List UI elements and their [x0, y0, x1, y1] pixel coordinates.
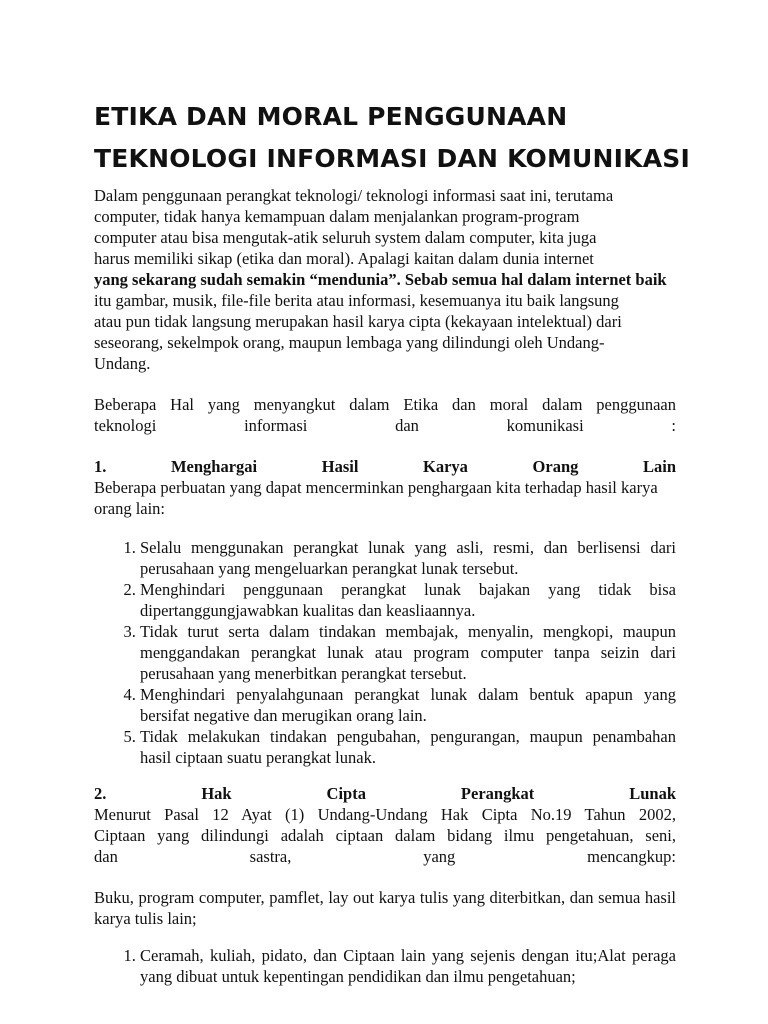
intro-line: Dalam penggunaan perangkat teknologi/ teknologi informasi saat ini, terutama — [94, 186, 614, 205]
list-item: 2. Menghindari penggunaan perangkat lunak bajakan yang tidak bisa dipertanggungjawabkan kualitas dan keasliaannya. — [140, 579, 676, 621]
intro-line: seseorang, sekelmpok orang, maupun lembaga yang dilindungi oleh Undang- — [94, 333, 605, 352]
beberapa-paragraph — [94, 394, 676, 436]
beberapa-line-1: Beberapa Hal yang menyangkut dalam Etika dan moral dalam penggunaan — [94, 395, 676, 414]
section-2-text-line: Ciptaan yang dilindungi adalah ciptaan dalam bidang ilmu pengetahuan, seni, — [94, 826, 676, 845]
section-2 — [94, 783, 676, 867]
section-2-text-line: dan sastra, yang mencangkup: — [94, 847, 676, 866]
list-item: 1. Ceramah, kuliah, pidato, dan Ciptaan lain yang sejenis dengan itu;Alat peraga yang dibuat untuk kepentingan pendidikan dan ilmu pengetahuan; — [140, 945, 676, 987]
intro-line: atau pun tidak langsung merupakan hasil karya cipta (kekayaan intelektual) dari — [94, 312, 622, 331]
title-line-2: TEKNOLOGI INFORMASI DAN KOMUNIKASI — [94, 144, 690, 173]
intro-line: harus memiliki sikap (etika dan moral). Apalagi kaitan dalam dunia internet — [94, 249, 594, 268]
section-2-paragraph-2: Buku, program computer, pamflet, lay out karya tulis yang diterbitkan, dan semua hasil karya tulis lain; — [94, 888, 676, 928]
section-1-heading: 1. Menghargai Hasil Karya Orang Lain — [94, 457, 676, 476]
intro-line: computer atau bisa mengutak-atik seluruh system dalam computer, kita juga — [94, 228, 597, 247]
title-line-1: ETIKA DAN MORAL PENGGUNAAN — [94, 102, 568, 131]
list-item: 1. Selalu menggunakan perangkat lunak yang asli, resmi, dan berlisensi dari perusahaan yang mengeluarkan perangkat lunak tersebut. — [140, 537, 676, 579]
beberapa-line-2: teknologi informasi dan komunikasi : — [94, 416, 676, 435]
section-1 — [94, 456, 676, 519]
page-title — [94, 96, 694, 180]
section-2-text-line: Menurut Pasal 12 Ayat (1) Undang-Undang Hak Cipta No.19 Tahun 2002, — [94, 805, 676, 824]
section-2-list — [94, 945, 676, 987]
list-item: 4. Menghindari penyalahgunaan perangkat lunak dalam bentuk apapun yang bersifat negative dan merugikan orang lain. — [140, 684, 676, 726]
list-item: 3. Tidak turut serta dalam tindakan membajak, menyalin, mengkopi, maupun menggandakan perangkat lunak atau program computer tanpa seizin dari perusahaan yang menerbitkan perangkat tersebut. — [140, 621, 676, 684]
section-2-heading: 2. Hak Cipta Perangkat Lunak — [94, 784, 676, 803]
intro-line: computer, tidak hanya kemampuan dalam menjalankan program-program — [94, 207, 580, 226]
intro-bold-line: yang sekarang sudah semakin “mendunia”. Sebab semua hal dalam internet baik — [94, 270, 667, 289]
intro-line: Undang. — [94, 354, 151, 373]
intro-line: itu gambar, musik, file-file berita atau informasi, kesemuanya itu baik langsung — [94, 291, 619, 310]
section-1-intro: Beberapa perbuatan yang dapat mencerminkan penghargaan kita terhadap hasil karya orang lain: — [94, 478, 658, 518]
intro-paragraph — [94, 185, 676, 374]
list-item: 5. Tidak melakukan tindakan pengubahan, pengurangan, maupun penambahan hasil ciptaan suatu perangkat lunak. — [140, 726, 676, 768]
section-1-list — [94, 537, 676, 768]
